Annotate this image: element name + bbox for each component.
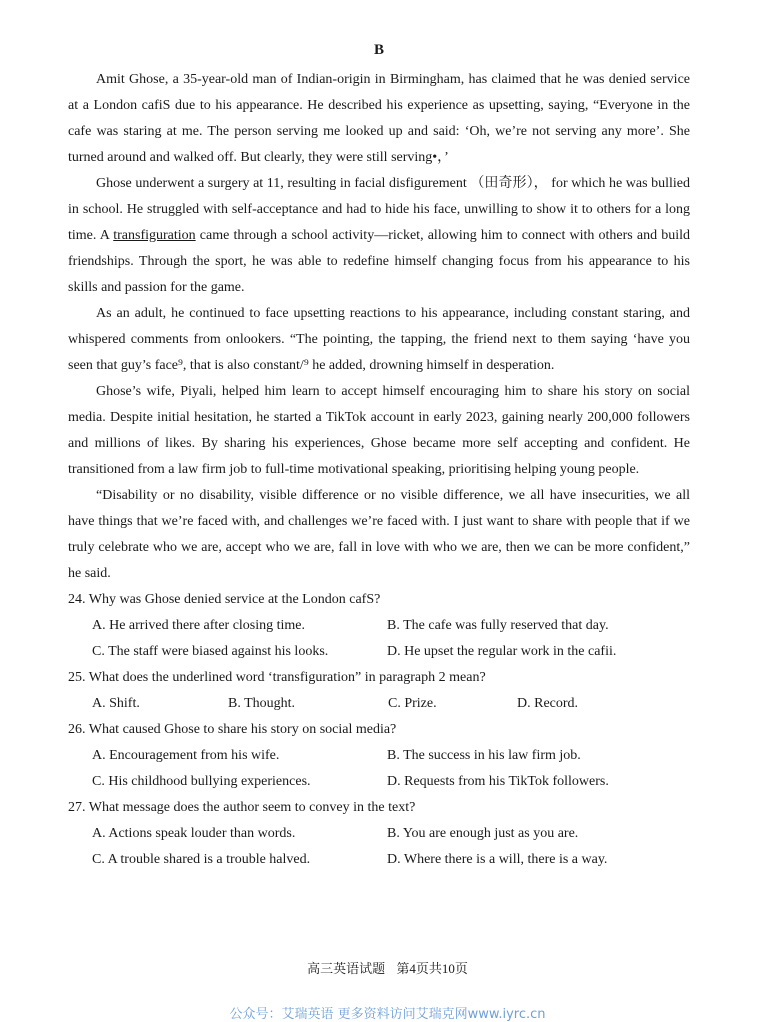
question-stem: 24. Why was Ghose denied service at the London cafS? (68, 592, 381, 607)
option-c: C. Prize. (388, 696, 437, 711)
option-c: C. A trouble shared is a trouble halved. (92, 852, 311, 867)
page-info: 第4页共10页 (396, 961, 468, 976)
option-d: D. Requests from his TikTok followers. (387, 774, 609, 789)
question-25 (68, 665, 690, 717)
underlined-word: transfiguration (113, 228, 196, 243)
paragraph-1: Amit Ghose, a 35-year-old man of Indian-origin in Birmingham, has claimed that he was denied service at a London cafiS due to his appearance. He described his experience as upsetting, saying, “Everyone in the cafe was staring at me. The person serving me looked up and said: ‘Oh, we’re not serving any more’. She turned around and walked off. But clearly, they were still serving•，’ (68, 72, 690, 165)
option-d: D. Record. (517, 696, 579, 711)
question-27 (68, 795, 690, 873)
page-footer (0, 958, 775, 977)
option-b: B. The success in his law firm job. (387, 748, 581, 763)
question-stem: 25. What does the underlined word ‘transfiguration” in paragraph 2 mean? (68, 670, 486, 685)
option-c: C. His childhood bullying experiences. (92, 774, 311, 789)
paragraph-2-after: came through a school activity—ricket, allowing him to connect with others and build friendships. Through the sport, he was able to redefine himself changing focus from his appearance to his skills and passion for the game. (68, 228, 690, 295)
option-d: D. He upset the regular work in the cafii. (387, 644, 617, 659)
question-stem: 26. What caused Ghose to share his story on social media? (68, 722, 397, 737)
option-d: D. Where there is a will, there is a way. (387, 852, 608, 867)
paragraph-5: “Disability or no disability, visible difference or no visible difference, we all have insecurities, we all have things that we’re faced with, and challenges we’re faced with. I just want to share with people that if we truly celebrate who we are, accept who we are, fall in love with who we are, then we can be more confident,” he said. (68, 488, 690, 581)
question-26 (68, 717, 690, 795)
paragraph-3: As an adult, he continued to face upsetting reactions to his appearance, including constant staring, and whispered comments from onlookers. “The pointing, the tapping, the friend next to them saying ‘have you seen that guy’s face⁹, that is also constant/⁹ he added, drowning himself in desperation. (68, 306, 690, 373)
paragraph-2 (68, 171, 690, 301)
options-grid (68, 613, 690, 665)
options-grid (68, 743, 690, 795)
option-a: A. He arrived there after closing time. (92, 618, 306, 633)
watermark-text: 公众号：艾瑞英语 更多资料访问艾瑞克网www.iyrc.cn (229, 1007, 546, 1022)
options-grid (68, 821, 690, 873)
question-24 (68, 587, 690, 665)
option-a: A. Encouragement from his wife. (92, 748, 280, 763)
paragraph-2-before: Ghose underwent a surgery at 11, resulting in facial disfigurement （田奇形）， for which he was bullied in school. He struggled with self-acceptance and had to hide his face, unwilling to show it to others for a long time. A (68, 176, 690, 243)
question-stem: 27. What message does the author seem to convey in the text? (68, 800, 416, 815)
option-b: B. You are enough just as you are. (387, 826, 579, 841)
option-a: A. Actions speak louder than words. (92, 826, 296, 841)
option-a: A. Shift. (92, 696, 140, 711)
paragraph-4: Ghose’s wife, Piyali, helped him learn to accept himself encouraging him to share his story on social media. Despite initial hesitation, he started a TikTok account in early 2023, gaining nearly 200,000 followers and millions of likes. By sharing his experiences, Ghose became more self accepting and confident. He transitioned from a law firm job to full-time motivational speaking, prioritising helping young people. (68, 384, 690, 477)
document-page (68, 38, 690, 873)
section-title: B (373, 42, 384, 58)
option-c: C. The staff were biased against his looks. (92, 644, 329, 659)
option-b: B. The cafe was fully reserved that day. (387, 618, 609, 633)
option-b: B. Thought. (228, 696, 296, 711)
options-row (68, 691, 690, 717)
exam-name: 高三英语试题 (307, 961, 386, 976)
